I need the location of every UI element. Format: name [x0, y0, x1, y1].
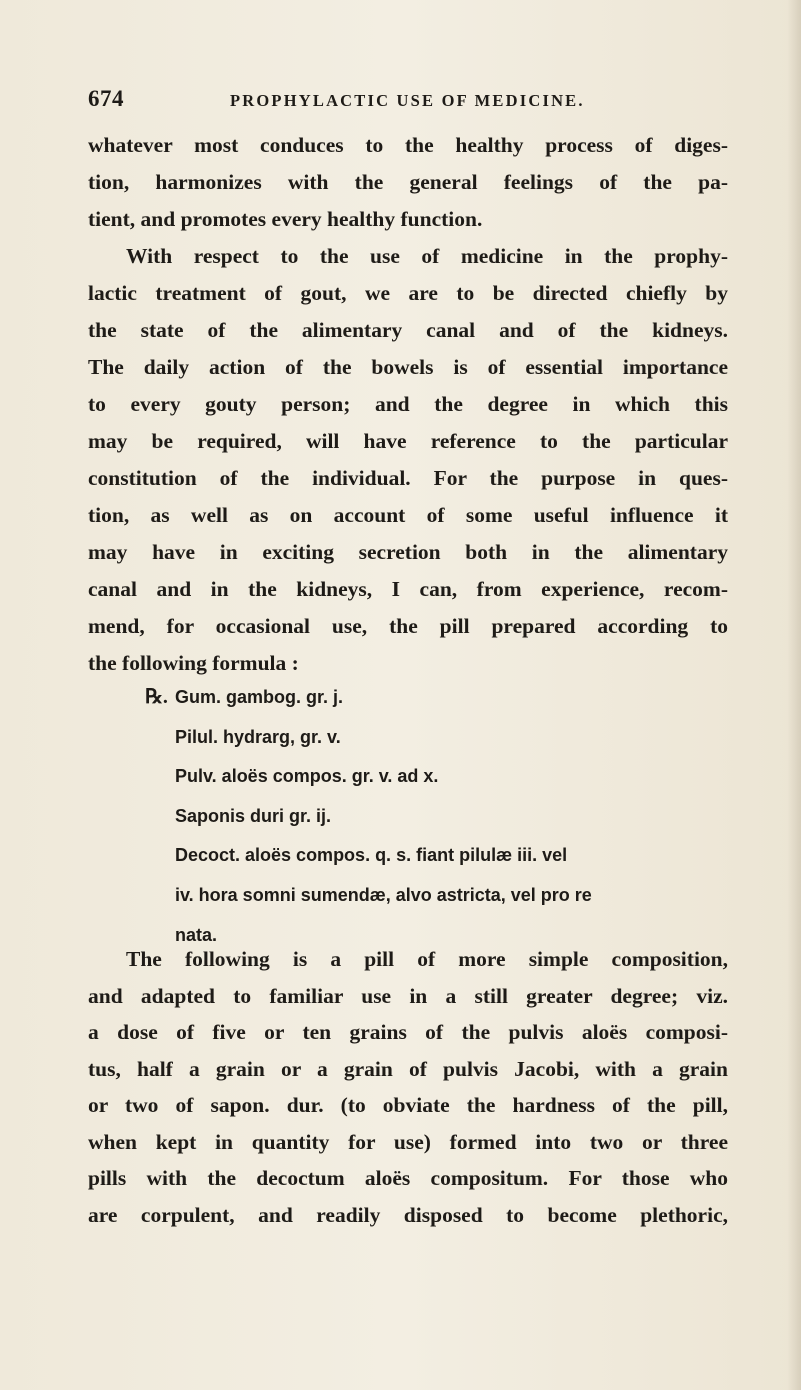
text-line: canal and in the kidneys, I can, from experience, recom-	[88, 577, 728, 601]
text-line: are corpulent, and readily disposed to become plethoric,	[88, 1202, 728, 1227]
recipe-line: Saponis duri gr. ij.	[175, 805, 332, 826]
body-text-lower	[88, 941, 728, 1233]
text-line: The daily action of the bowels is of essential importance	[88, 355, 728, 379]
recipe-line: iv. hora somni sumendæ, alvo astricta, vel pro re	[175, 884, 592, 905]
text-line: pills with the decoctum aloës compositum. For those who	[88, 1166, 728, 1190]
text-line: the following formula :	[88, 651, 299, 675]
text-line: whatever most conduces to the healthy process of diges-	[88, 133, 728, 157]
text-line: The following is a pill of more simple composition,	[126, 947, 728, 971]
prescription-formula	[145, 678, 735, 955]
text-line: tion, as well as on account of some useful influence it	[88, 503, 728, 527]
text-line: With respect to the use of medicine in the prophy-	[126, 244, 728, 268]
running-head: PROPHYLACTIC USE OF MEDICINE.	[230, 91, 585, 110]
text-line: or two of sapon. dur. (to obviate the hardness of the pill,	[88, 1093, 728, 1117]
text-line: tion, harmonizes with the general feelings of the pa-	[88, 170, 728, 194]
recipe-text: Gum. gambog. gr. j.	[175, 687, 344, 707]
text-line: tient, and promotes every healthy function.	[88, 207, 483, 231]
text-line: constitution of the individual. For the purpose in ques-	[88, 466, 728, 490]
recipe-line: nata.	[175, 924, 218, 945]
page-header	[88, 86, 728, 116]
page-edge-shadow	[787, 0, 801, 1390]
text-line: mend, for occasional use, the pill prepared according to	[88, 614, 728, 638]
rx-symbol: ℞.	[145, 686, 168, 708]
text-line: to every gouty person; and the degree in which this	[88, 392, 728, 416]
recipe-line: Pulv. aloës compos. gr. v. ad x.	[175, 766, 439, 787]
text-line: a dose of five or ten grains of the pulvis aloës composi-	[88, 1020, 728, 1044]
page-number: 674	[88, 86, 124, 111]
recipe-line: Pilul. hydrarg, gr. v.	[175, 726, 341, 747]
text-line: may be required, will have reference to the particular	[88, 429, 728, 453]
text-line: tus, half a grain or a grain of pulvis Jacobi, with a grain	[88, 1056, 728, 1081]
text-line: the state of the alimentary canal and of the kidneys.	[88, 318, 728, 342]
body-text-upper	[88, 127, 728, 682]
text-line: may have in exciting secretion both in the alimentary	[88, 540, 728, 564]
recipe-line: Decoct. aloës compos. q. s. fiant pilulæ iii. vel	[175, 845, 568, 866]
text-line: lactic treatment of gout, we are to be directed chiefly by	[88, 281, 728, 305]
text-line: when kept in quantity for use) formed into two or three	[88, 1129, 728, 1154]
recipe-line-first	[145, 678, 735, 718]
text-line: and adapted to familiar use in a still greater degree; viz.	[88, 983, 728, 1008]
